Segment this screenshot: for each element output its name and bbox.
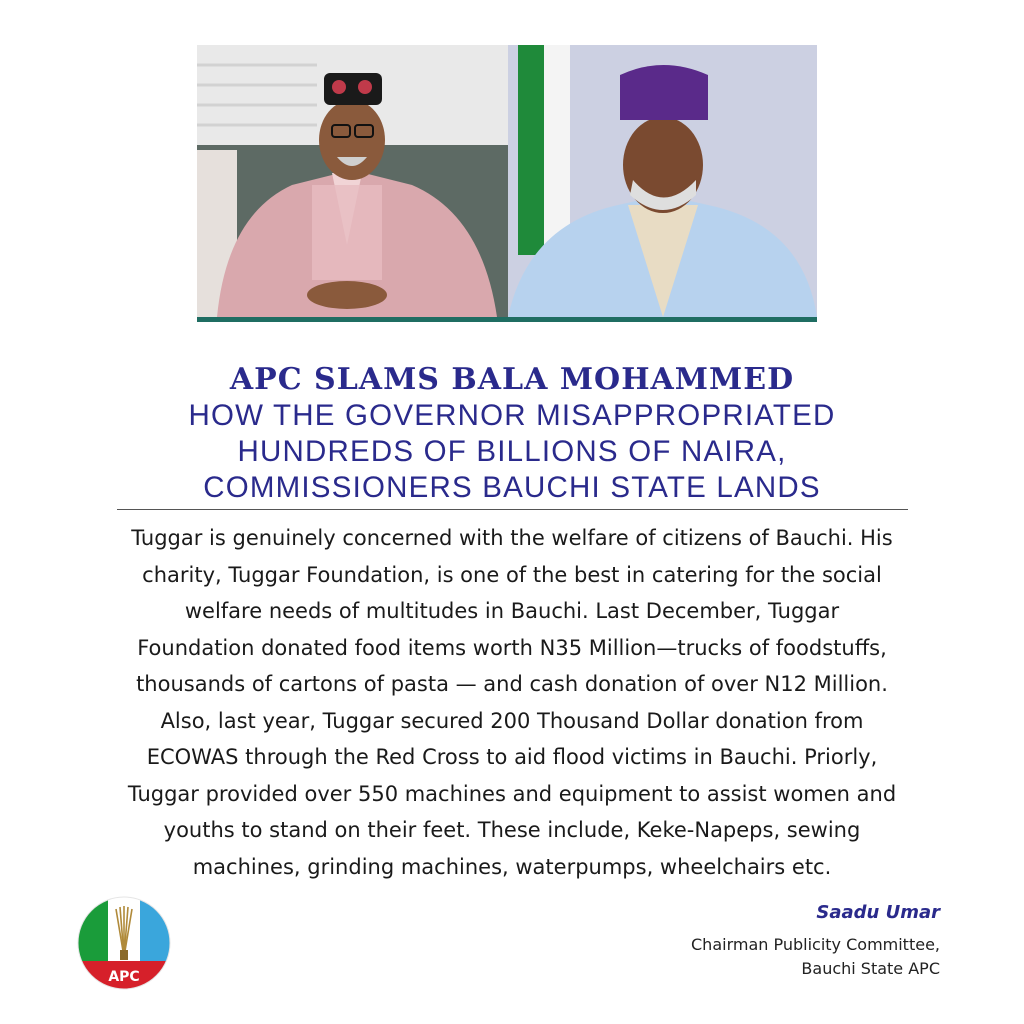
signature-title xyxy=(691,933,940,981)
body-line: Foundation donated food items worth N35 Million—trucks of foodstuffs, xyxy=(137,635,887,660)
body-line: ECOWAS through the Red Cross to aid flood victims in Bauchi. Priorly, xyxy=(146,745,878,769)
body-line: Also, last year, Tuggar secured 200 Thousand Dollar donation from xyxy=(160,708,864,733)
body-line: charity, Tuggar Foundation, is one of the best in catering for the social xyxy=(142,562,882,587)
body-paragraph xyxy=(60,520,964,885)
body-line: Tuggar provided over 550 machines and equipment to assist women and xyxy=(127,781,897,806)
headline-subtitle xyxy=(60,398,964,506)
body-line: machines, grinding machines, waterpumps, wheelchairs etc. xyxy=(192,854,832,879)
headline-subtitle-line: HUNDREDS OF BILLIONS OF NAIRA, xyxy=(237,435,787,468)
signature-name: Saadu Umar xyxy=(816,902,940,923)
portrait-right-illustration xyxy=(508,45,817,317)
photo-accent-bar xyxy=(197,317,817,322)
signature-title-line: Bauchi State APC xyxy=(801,959,940,978)
apc-logo xyxy=(76,895,172,991)
headline-subtitle-line: HOW THE GOVERNOR MISAPPROPRIATED xyxy=(188,399,836,432)
headline-title: APC SLAMS BALA MOHAMMED xyxy=(229,362,795,397)
portrait-left-illustration xyxy=(197,45,508,317)
body-line: youths to stand on their feet. These include, Keke-Napeps, sewing xyxy=(163,818,861,842)
photo-left-portrait xyxy=(197,45,508,317)
body-line: welfare needs of multitudes in Bauchi. Last December, Tuggar xyxy=(184,599,840,623)
body-line: Tuggar is genuinely concerned with the welfare of citizens of Bauchi. His xyxy=(131,526,893,550)
body-line: thousands of cartons of pasta — and cash donation of over N12 Million. xyxy=(136,672,888,696)
divider-rule xyxy=(117,509,908,510)
header-photo-strip xyxy=(197,45,817,317)
apc-logo-text: APC xyxy=(108,969,140,985)
apc-broom-logo-icon xyxy=(76,895,172,991)
signature-title-line: Chairman Publicity Committee, xyxy=(691,935,940,954)
photo-right-portrait xyxy=(508,45,817,317)
headline-subtitle-line: COMMISSIONERS BAUCHI STATE LANDS xyxy=(203,471,821,504)
